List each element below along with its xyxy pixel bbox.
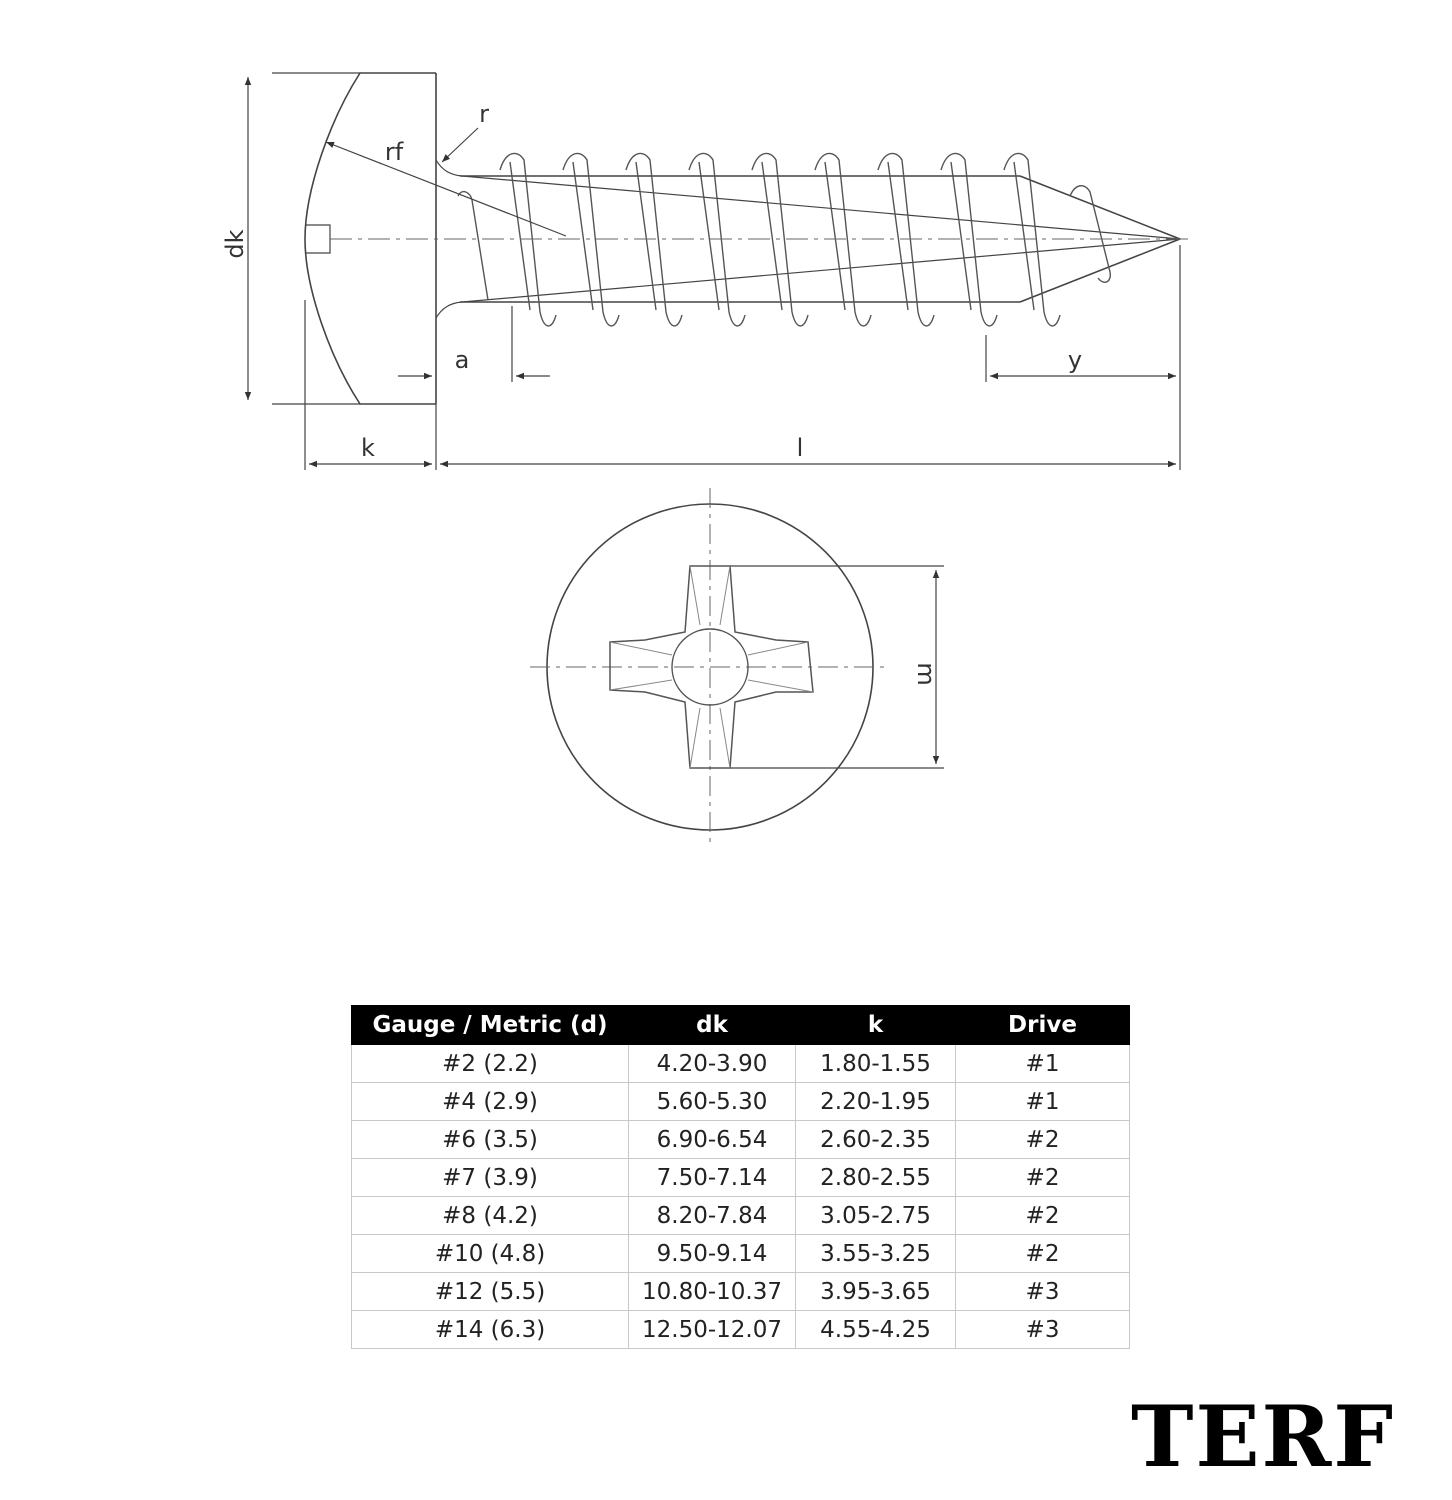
cell-dk: 10.80-10.37 (629, 1273, 796, 1311)
cell-k: 2.60-2.35 (796, 1121, 956, 1159)
thread-crest (500, 153, 556, 325)
screw-threads (458, 153, 1110, 325)
thread-crest (689, 153, 745, 325)
thread-crest (458, 192, 488, 300)
dim-a (398, 306, 550, 382)
cell-drive: #3 (956, 1273, 1130, 1311)
brand-logo: TERF (1131, 1387, 1395, 1486)
cell-dk: 4.20-3.90 (629, 1045, 796, 1083)
thread-crest (752, 153, 808, 325)
cell-k: 2.20-1.95 (796, 1083, 956, 1121)
dimension-table (351, 1005, 1130, 1349)
thread-crest (563, 153, 619, 325)
table-row (352, 1273, 1130, 1311)
cell-k: 3.95-3.65 (796, 1273, 956, 1311)
table-row (352, 1159, 1130, 1197)
cell-dk: 5.60-5.30 (629, 1083, 796, 1121)
header-k: k (796, 1006, 956, 1045)
label-m: m (912, 662, 940, 686)
label-l: l (796, 434, 804, 462)
table-row (352, 1311, 1130, 1349)
cell-k: 3.55-3.25 (796, 1235, 956, 1273)
cell-gauge: #7 (3.9) (352, 1159, 629, 1197)
cell-gauge: #12 (5.5) (352, 1273, 629, 1311)
label-dk: dk (221, 229, 249, 259)
label-y: y (1067, 346, 1083, 374)
table-row (352, 1045, 1130, 1083)
cell-gauge: #8 (4.2) (352, 1197, 629, 1235)
thread-crest (878, 153, 934, 325)
table-row (352, 1083, 1130, 1121)
cell-dk: 8.20-7.84 (629, 1197, 796, 1235)
cell-gauge: #2 (2.2) (352, 1045, 629, 1083)
table-header-row (352, 1006, 1130, 1045)
header-dk: dk (629, 1006, 796, 1045)
cell-k: 3.05-2.75 (796, 1197, 956, 1235)
cell-k: 1.80-1.55 (796, 1045, 956, 1083)
cell-dk: 12.50-12.07 (629, 1311, 796, 1349)
thread-crest (626, 153, 682, 325)
cell-drive: #2 (956, 1197, 1130, 1235)
head-recess (305, 225, 330, 253)
cell-drive: #2 (956, 1121, 1130, 1159)
cell-dk: 6.90-6.54 (629, 1121, 796, 1159)
cell-gauge: #6 (3.5) (352, 1121, 629, 1159)
header-drive: Drive (956, 1006, 1130, 1045)
table-row (352, 1197, 1130, 1235)
label-rf: rf (384, 138, 404, 166)
cell-gauge: #14 (6.3) (352, 1311, 629, 1349)
cell-drive: #2 (956, 1235, 1130, 1273)
cell-gauge: #10 (4.8) (352, 1235, 629, 1273)
cell-drive: #2 (956, 1159, 1130, 1197)
header-gauge: Gauge / Metric (d) (352, 1006, 629, 1045)
label-r: r (479, 100, 489, 128)
cell-k: 2.80-2.55 (796, 1159, 956, 1197)
leader-r (442, 128, 478, 162)
label-k: k (361, 434, 375, 462)
thread-crest (1004, 153, 1060, 325)
cell-drive: #1 (956, 1083, 1130, 1121)
cell-dk: 7.50-7.14 (629, 1159, 796, 1197)
label-a: a (454, 346, 470, 374)
thread-crest (941, 153, 997, 325)
cell-drive: #1 (956, 1045, 1130, 1083)
thread-crest (815, 153, 871, 325)
leader-rf (326, 142, 566, 236)
thread-crest (1070, 186, 1110, 283)
screw-head-top-view (530, 488, 890, 848)
cell-k: 4.55-4.25 (796, 1311, 956, 1349)
cell-drive: #3 (956, 1311, 1130, 1349)
cell-gauge: #4 (2.9) (352, 1083, 629, 1121)
cell-dk: 9.50-9.14 (629, 1235, 796, 1273)
table-row (352, 1121, 1130, 1159)
table-row (352, 1235, 1130, 1273)
